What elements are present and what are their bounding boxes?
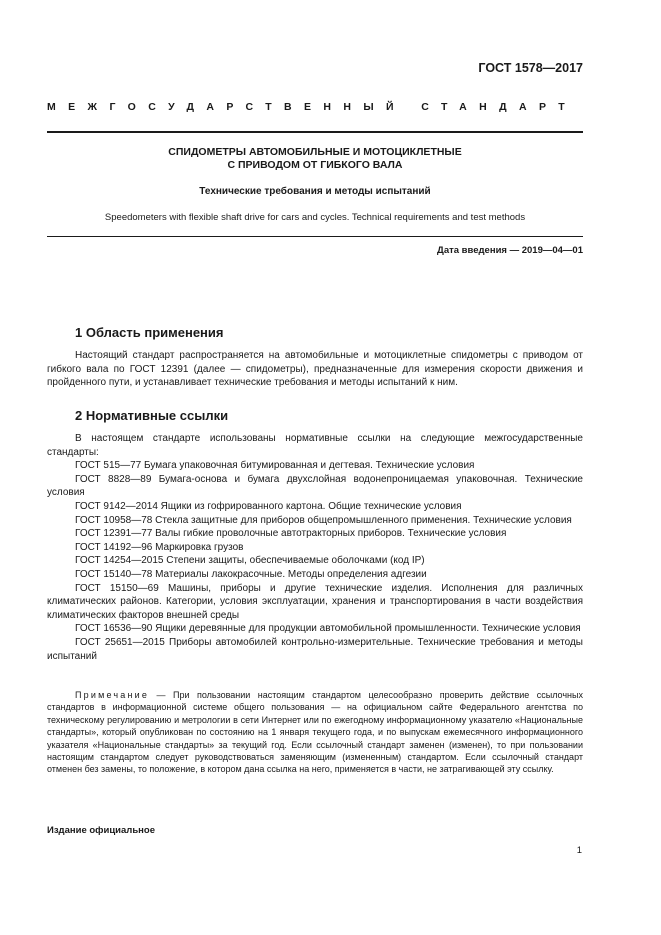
english-title: Speedometers with flexible shaft drive for cars and cycles. Technical requirements and test methods <box>104 212 526 223</box>
gost-code: ГОСТ 1578—2017 <box>478 61 583 75</box>
title-rule <box>47 236 583 237</box>
normative-ref: ГОСТ 8828—89 Бумага-основа и бумага двухслойная водонепроницаемая упаковочная. Технические условия <box>47 473 583 499</box>
section-1-heading: 1 Область применения <box>75 325 224 340</box>
page-number: 1 <box>576 845 582 856</box>
normative-ref: ГОСТ 15150—69 Машины, приборы и другие технические изделия. Исполнения для различных климатических районов. Категории, условия эксплуатации, хранения и транспортирования в части воздействия климатических факторов внешней среды <box>47 582 583 621</box>
note-text: — При пользовании настоящим стандартом целесообразно проверить действие ссылочных стандартов в информационной системе общего пользования — на официальном сайте Федерального агентства по техническому регулированию и метрологии в сети Интернет или по ежегодному информационному указателю «Национальные стандарты», который опубликован по состоянию на 1 января текущего года, и по выпускам ежемесячного информационного указателя «Национальные стандарты» за текущий год. Если ссылочный стандарт заменен (изменен), то при пользовании настоящим стандартом следует руководствоваться заменяющим (измененным) стандартом. Если ссылочный стандарт отменен без замены, то положение, в котором дана ссылка на него, применяется в части, не затрагивающей эту ссылку. <box>47 690 583 775</box>
section-2-heading: 2 Нормативные ссылки <box>75 408 229 423</box>
normative-ref: ГОСТ 515—77 Бумага упаковочная битумированная и дегтевая. Технические условия <box>75 460 475 472</box>
document-title <box>47 146 583 172</box>
normative-ref: ГОСТ 14192—96 Маркировка грузов <box>75 541 244 553</box>
section-1-text: Настоящий стандарт распространяется на автомобильные и мотоциклетные спидометры с приводом от гибкого вала по ГОСТ 12391 (далее — спидометры), предназначенные для измерения скорости движения и пройденного пути, и устанавливает технические требования и методы испытаний к ним. <box>47 350 583 389</box>
title-line-2: С ПРИВОДОМ ОТ ГИБКОГО ВАЛА <box>227 159 403 171</box>
document-subtitle: Технические требования и методы испытаний <box>199 186 431 197</box>
introduction-date: Дата введения — 2019—04—01 <box>437 245 583 256</box>
normative-ref: ГОСТ 15140—78 Материалы лакокрасочные. Методы определения адгезии <box>75 568 427 580</box>
references-note <box>47 689 583 776</box>
normative-ref: ГОСТ 12391—77 Валы гибкие проволочные автотракторных приборов. Технические условия <box>75 528 507 540</box>
normative-ref: ГОСТ 10958—78 Стекла защитные для приборов общепромышленного применения. Технические условия <box>75 514 572 526</box>
normative-ref: ГОСТ 14254—2015 Степени защиты, обеспечиваемые оболочками (код IP) <box>75 555 425 567</box>
normative-ref: ГОСТ 9142—2014 Ящики из гофрированного картона. Общие технические условия <box>75 500 462 512</box>
header-rule <box>47 131 583 133</box>
note-paragraph <box>47 689 583 776</box>
section-1-body <box>47 349 583 390</box>
section-2-intro: В настоящем стандарте использованы нормативные ссылки на следующие межгосударственные стандарты: <box>47 433 583 458</box>
title-line-1: СПИДОМЕТРЫ АВТОМОБИЛЬНЫЕ И МОТОЦИКЛЕТНЫЕ <box>168 146 462 158</box>
section-2-body <box>47 432 583 663</box>
note-label: Примечание <box>75 690 150 700</box>
normative-ref: ГОСТ 16536—90 Ящики деревянные для продукции автомобильной промышленности. Технические условия <box>75 623 581 635</box>
official-edition-label: Издание официальное <box>47 825 155 836</box>
standard-type: МЕЖГОСУДАРСТВЕННЫЙ СТАНДАРТ <box>47 101 578 113</box>
normative-ref: ГОСТ 25651—2015 Приборы автомобилей контрольно-измерительные. Технические требования и методы испытаний <box>47 636 583 662</box>
